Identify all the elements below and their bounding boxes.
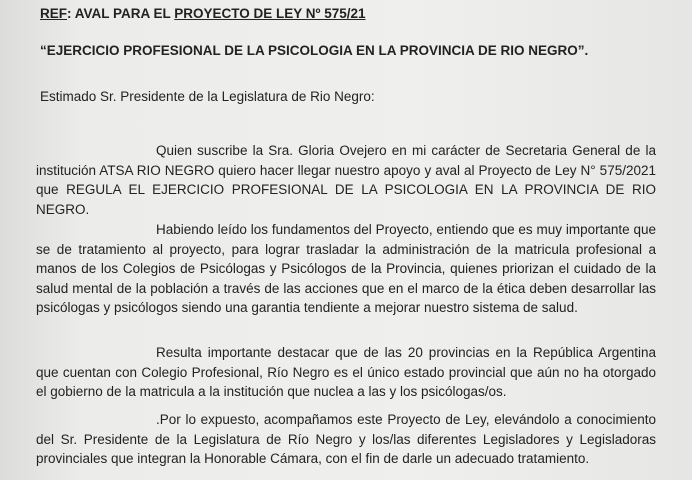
paragraph-provinces: Resulta importante destacar que de las 20 provincias en la República Argentina que cuentan con Colegio Profesional, Río Negro es el único estado provincial que aún no ha otorgado el gobierno de la matricula a la institución que nuclea a las y los psicólogas/os. [36,345,656,399]
paragraph-conclusion: .Por lo expuesto, acompañamos este Proyecto de Ley, elevándolo a conocimiento del Sr. Presidente de la Legislatura de Río Negro y los/las diferentes Legisladores y Legisladoras provinciales que integran la Honorable Cámara, con el fin de darle un adecuado tratamiento. [36,412,656,466]
reference-line [40,6,366,21]
greeting: Estimado Sr. Presidente de la Legislatura de Rio Negro: [40,89,375,104]
reference-label: REF [40,6,67,21]
document-title: “EJERCICIO PROFESIONAL DE LA PSICOLOGIA EN LA PROVINCIA DE RIO NEGRO”. [40,43,589,58]
paragraph-support: Quien suscribe la Sra. Gloria Ovejero en mi carácter de Secretaria General de la institución ATSA RIO NEGRO quiero hacer llegar nuestro apoyo y aval al Proyecto de Ley N° 575/2021 que REGULA EL EJERCICIO PROFESIONAL DE LA PSICOLOGIA EN LA PROVINCIA DE RIO NEGRO. [36,143,656,217]
paragraph-foundations: Habiendo leído los fundamentos del Proyecto, entiendo que es muy importante que se de tratamiento al proyecto, para lograr trasladar la administración de la matricula profesional a manos de los Colegios de Psicólogas y Psicólogos de la Provincia, quienes priorizan el cuidado de la salud mental de la población a través de las acciones que en el marco de la ética deben desarrollar las psicólogas y psicólogos siendo una garantia tendiente a mejorar nuestro sistema de salud. [36,222,656,315]
reference-text: : AVAL PARA EL [67,6,175,21]
reference-project: PROYECTO DE LEY Nº 575/21 [174,6,366,21]
